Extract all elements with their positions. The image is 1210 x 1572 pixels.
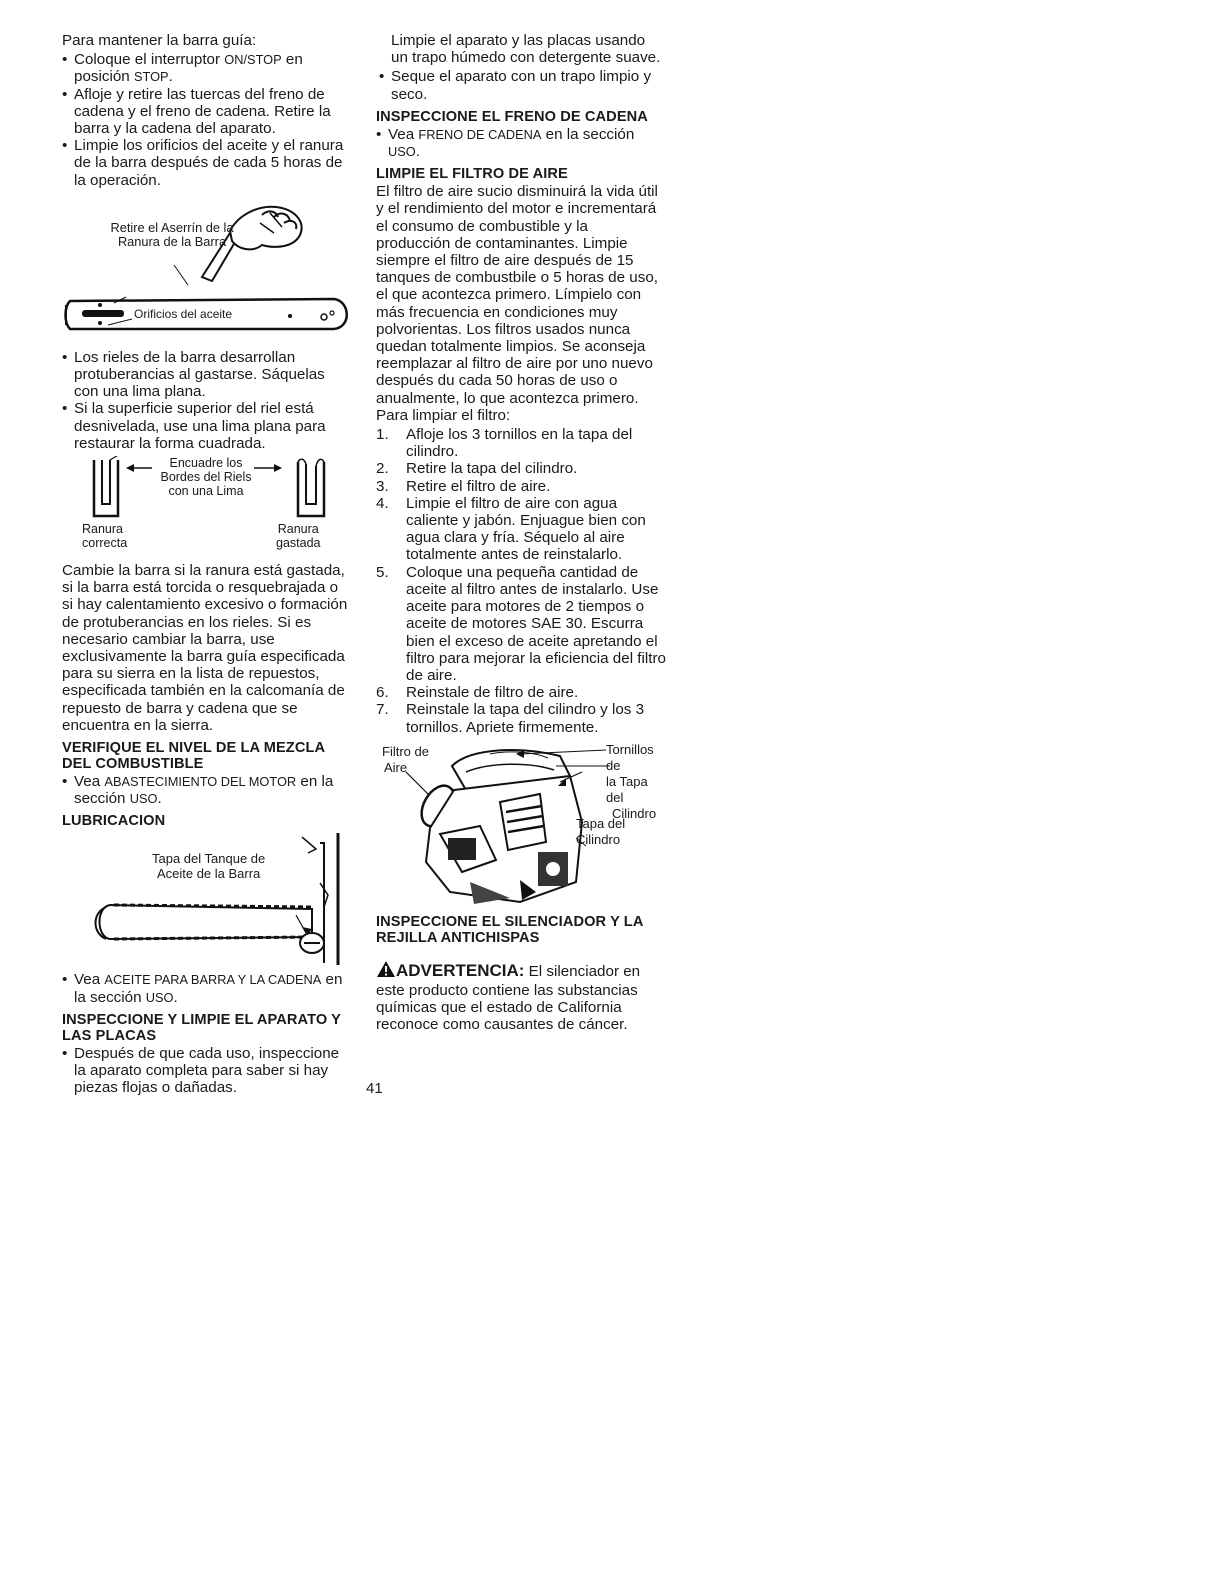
step-number: 7. [376, 701, 389, 719]
step-text: Retire el filtro de aire. [406, 477, 551, 495]
right-column [370, 32, 666, 1036]
dry-list [370, 68, 666, 102]
step-number: 4. [376, 494, 389, 512]
oil-holes-label: Orificios del aceite [134, 306, 233, 321]
list-item: • Seque el aparato con un trapo limpio y seco. [379, 68, 666, 102]
clean-plates-continuation: Limpie el aparato y las placas usando un trapo húmedo con detergente suave. [391, 32, 661, 67]
step-item [376, 564, 666, 684]
step-item [376, 495, 666, 564]
fuel-mix-heading: VERIFIQUE EL NIVEL DE LA MEZCLA DEL COMBUSTIBLE [62, 740, 325, 773]
worn-groove-label: Ranura gastada [276, 522, 321, 551]
change-bar-paragraph: Cambie la barra si la ranura está gastada, si la barra está torcida o resquebrajada o si hay calentamiento excesivo o formación de protuberancias en los rieles. Si es necesario cambiar la barra, use exclusivamente la barra guía especificada para su sierra en la lista de repuestos, especificada también en la calcomanía de repuesto de barra y cadena que se encuentra en la sierra. [62, 562, 348, 734]
chain-brake-list [370, 126, 666, 160]
list-item: • Después de que cada uso, inspeccione la aparato completa para saber si hay piezas flojas o dañadas. [62, 1045, 352, 1097]
step-item [376, 478, 666, 495]
correct-groove-label: Ranura correcta [82, 522, 128, 551]
step-text: Afloje los 3 tornillos en la tapa del cilindro. [406, 426, 633, 461]
bar-steps-list [62, 51, 352, 189]
air-filter-paragraph: El filtro de aire sucio disminuirá la vida útil y el rendimiento del motor e incrementará el consumo de combustible y la producción de contaminantes. Limpie siempre el filtro de aire después de 15 tanques de combustbile o 5 horas de uso, el que acontezca primero. Límpielo con más frecuencia en condiciones muy polvorientas. Los filtros usados nunca quedan totalmente limpios. Se aconseja reemplazar al filtro de aire por uno nuevo después du cada 50 horas de uso o anualmente, lo que acontezca primero. Para limpiar el filtro: [376, 183, 658, 424]
cylinder-cover-label: Tapa del Cilindro [576, 815, 626, 847]
engine-figure [370, 742, 666, 908]
inspect-list [62, 1045, 352, 1097]
fuel-mix-list [62, 773, 352, 807]
warning-text: El silenciador en este producto contiene las substancias químicas que el estado de California reconoce como causantes de cáncer. [376, 962, 641, 1034]
warning-title: ADVERTENCIA: [396, 960, 525, 980]
bar-maintenance-intro: Para mantener la barra guía: [62, 32, 257, 49]
step-item [376, 684, 666, 701]
oil-tank-cap-label: Tapa del Tanque de Aceite de la Barra [152, 851, 266, 882]
inspect-clean-heading: INSPECCIONE Y LIMPIE EL APARATO Y LAS PLACAS [62, 1011, 341, 1044]
cover-screws-label: Tornillos de la Tapa del Cilindro [606, 741, 657, 821]
chain-brake-heading: INSPECCIONE EL FRENO DE CADENA [376, 108, 648, 125]
step-item [376, 701, 666, 735]
list-item: • Vea ACEITE PARA BARRA Y LA CADENA en la sección USO. [62, 971, 352, 1005]
list-item: • Limpie los orificios del aceite y el ranura de la barra después de cada 5 horas de la operación. [62, 137, 352, 189]
step-number: 5. [376, 563, 389, 581]
air-filter-label: Filtro de Aire [382, 743, 429, 775]
step-text: Coloque una pequeña cantidad de aceite al filtro antes de instalarlo. Use aceite para motores de 2 tiempos o aceite de motores SAE 30. Escurra bien el exceso de aceite apretando el filtro para mejorar la eficiencia del filtro de aire. [406, 563, 666, 684]
warning-triangle-icon [376, 960, 396, 982]
air-filter-steps [370, 426, 666, 736]
step-text: Limpie el filtro de aire con agua caliente y jabón. Enjuague bien con agua clara y fría. Séquelo al aire totalmente antes de reinstalarlo. [406, 494, 646, 564]
square-edges-label: Encuadre los Bordes del Riels con una Lima [160, 456, 252, 499]
lubrication-list [62, 971, 352, 1005]
lubrication-heading: LUBRICACION [62, 813, 166, 830]
list-item: • Vea FRENO DE CADENA en la sección USO. [376, 126, 666, 160]
list-item: • Vea ABASTECIMIENTO DEL MOTOR en la sección USO. [62, 773, 352, 807]
air-filter-heading: LIMPIE EL FILTRO DE AIRE [376, 166, 568, 183]
lubrication-figure [62, 833, 352, 965]
step-number: 2. [376, 460, 389, 478]
step-item [376, 460, 666, 477]
left-column [62, 32, 352, 1099]
guide-bar-figure [62, 193, 352, 343]
step-item [376, 426, 666, 460]
page-number: 41 [366, 1080, 383, 1097]
rail-steps-list [62, 349, 352, 452]
step-text: Reinstale la tapa del cilindro y los 3 tornillos. Apriete firmemente. [406, 701, 645, 736]
warning-paragraph [370, 960, 666, 1034]
step-number: 3. [376, 477, 389, 495]
list-item: • Afloje y retire las tuercas del freno de cadena y el freno de cadena. Retire la barra y la cadena del aparato. [62, 86, 352, 138]
step-number: 6. [376, 684, 389, 702]
list-item: • Los rieles de la barra desarrollan protuberancias al gastarse. Sáquelas con una lima plana. [62, 349, 352, 401]
step-number: 1. [376, 426, 389, 444]
step-text: Retire la tapa del cilindro. [406, 460, 578, 478]
step-text: Reinstale de filtro de aire. [406, 684, 579, 702]
muffler-heading: INSPECCIONE EL SILENCIADOR Y LA REJILLA ANTICHISPAS [376, 913, 643, 946]
scrape-groove-label: Retire el Aserrín de la Ranura de la Barra [110, 219, 234, 249]
list-item: • Si la superficie superior del riel está desnivelada, use una lima plana para restaurar la forma cuadrada. [62, 400, 352, 452]
list-item: • Coloque el interruptor ON/STOP en posición STOP. [62, 51, 352, 85]
rails-figure [62, 456, 352, 556]
